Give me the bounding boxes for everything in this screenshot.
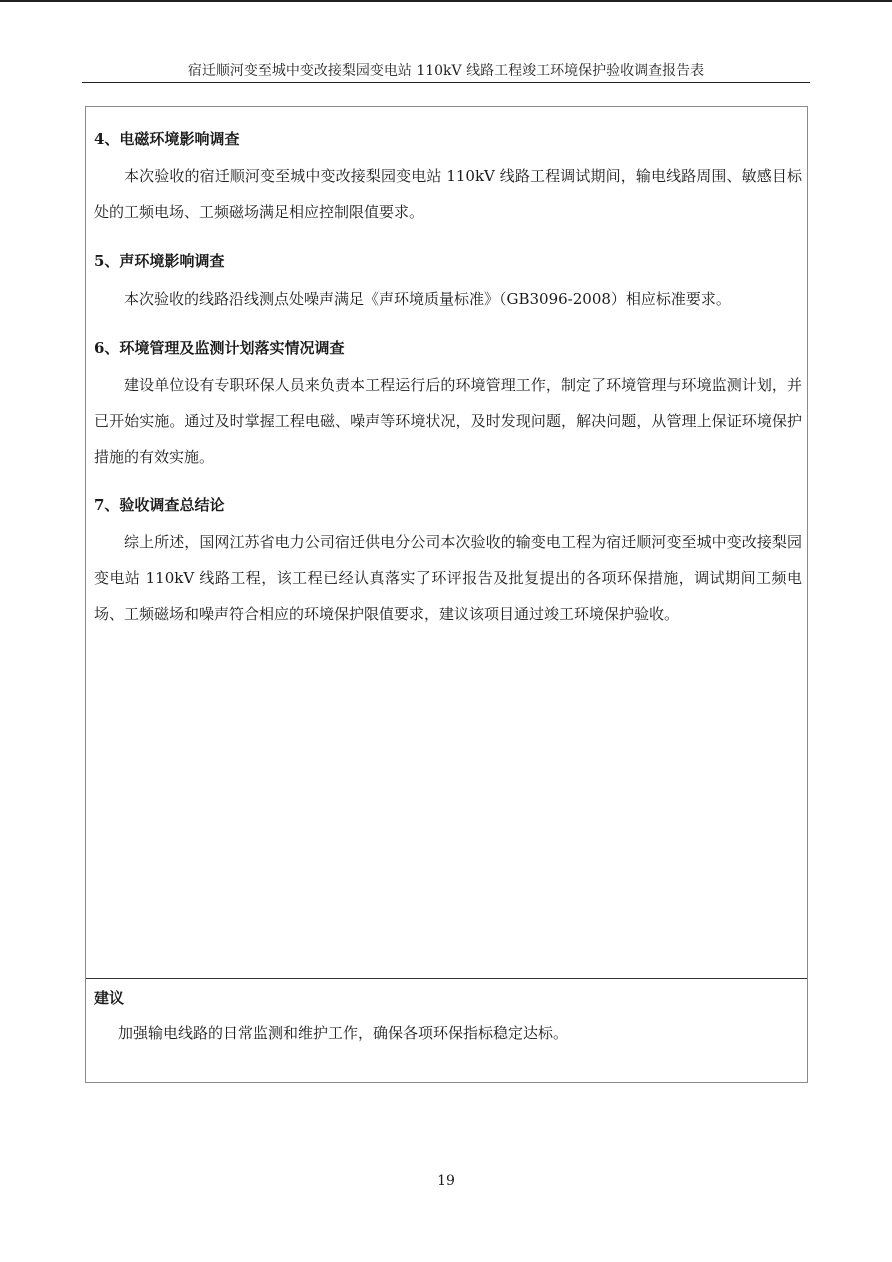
advice-text: 加强输电线路的日常监测和维护工作，确保各项环保指标稳定达标。	[118, 1024, 569, 1042]
page-top-border	[0, 0, 892, 2]
advice-cell	[86, 979, 807, 1082]
header-underline	[82, 82, 810, 83]
section-paragraph-management: 建设单位设有专职环保人员来负责本工程运行后的环境管理工作，制定了环境管理与环境监测计划，并已开始实施。通过及时掌握工程电磁、噪声等环境状况，及时发现问题，解决问题，从管理上保证环境保护措施的有效实施。	[94, 376, 802, 466]
section-paragraph-acoustic: 本次验收的线路沿线测点处噪声满足《声环境质量标准》（GB3096-2008）相应标准要求。	[124, 290, 731, 308]
section-paragraph-conclusion: 综上所述，国网江苏省电力公司宿迁供电分公司本次验收的输变电工程为宿迁顺河变至城中变改接梨园变电站 110kV 线路工程，该工程已经认真落实了环评报告及批复提出的各项环保措施，调试期间工频电场、工频磁场和噪声符合相应的环境保护限值要求，建议该项目通过竣工环境保护验收。	[94, 533, 802, 623]
section-heading-conclusion: 7、验收调查总结论	[94, 496, 225, 514]
advice-heading: 建议	[94, 989, 125, 1007]
page-number: 19	[437, 1173, 455, 1189]
section-heading-electromagnetic: 4、电磁环境影响调查	[94, 130, 240, 148]
section-heading-acoustic: 5、声环境影响调查	[94, 252, 225, 270]
report-table	[85, 106, 808, 1083]
findings-cell	[86, 107, 807, 978]
section-heading-management: 6、环境管理及监测计划落实情况调查	[94, 339, 345, 357]
running-header-title: 宿迁顺河变至城中变改接梨园变电站 110kV 线路工程竣工环境保护验收调查报告表	[187, 63, 705, 79]
section-paragraph-electromagnetic: 本次验收的宿迁顺河变至城中变改接梨园变电站 110kV 线路工程调试期间，输电线路周围、敏感目标处的工频电场、工频磁场满足相应控制限值要求。	[94, 167, 802, 221]
